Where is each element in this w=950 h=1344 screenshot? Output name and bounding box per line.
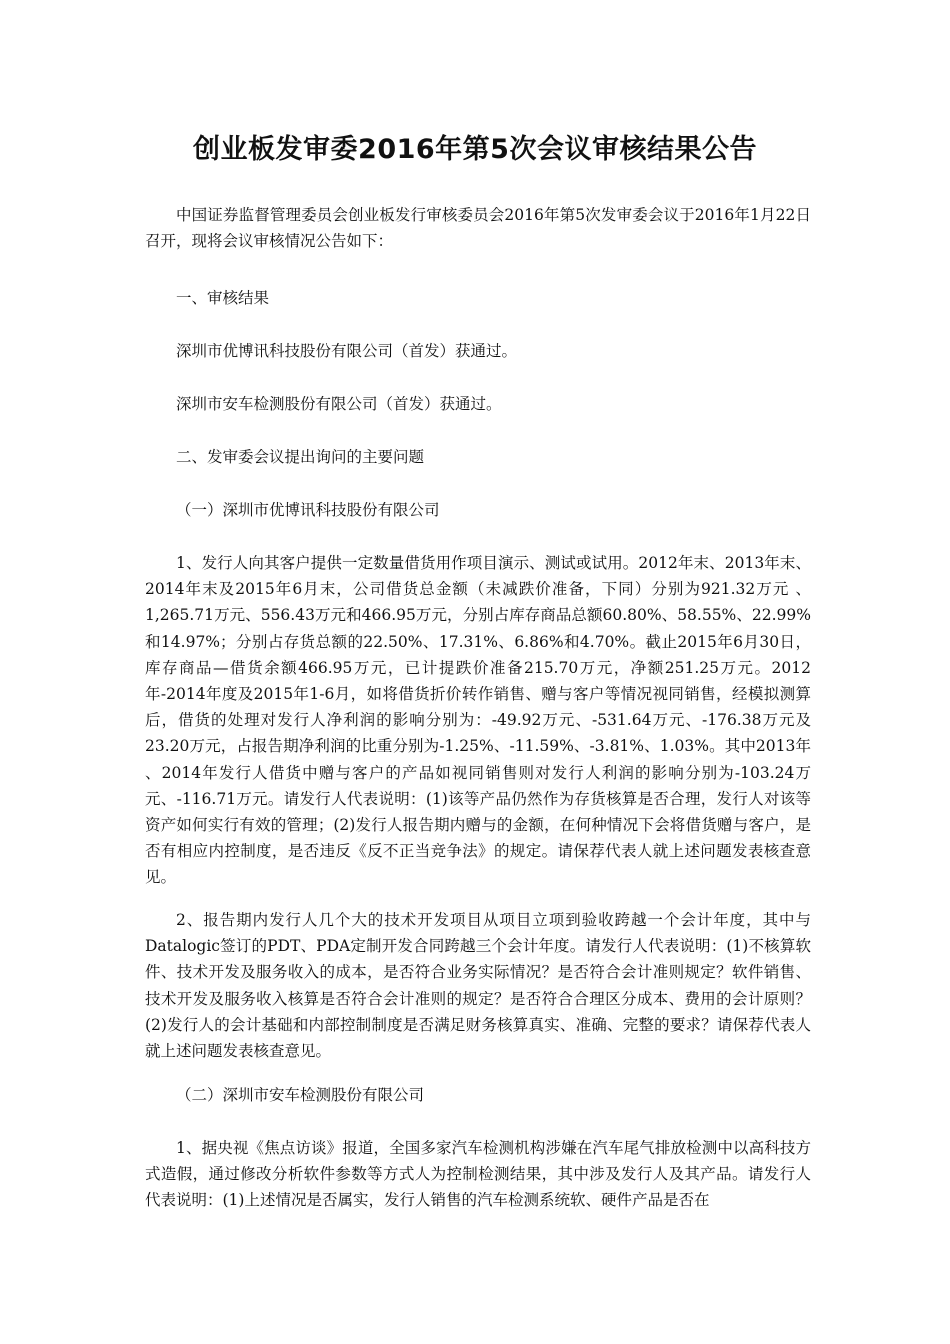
result-item: 深圳市优博讯科技股份有限公司（首发）获通过。 [176,342,518,360]
intro-paragraph: 中国证券监督管理委员会创业板发行审核委员会2016年第5次发审委会议于2016年1月22日召开，现将会议审核情况公告如下： [145,206,811,251]
question-paragraph: 1、据央视《焦点访谈》报道，全国多家汽车检测机构涉嫌在汽车尾气排放检测中以高科技方式造假，通过修改分析软件参数等方式人为控制检测结果，其中涉及发行人及其产品。请发行人代表说明：(1)上述情况是否属实，发行人销售的汽车检测系统软、硬件产品是否在 [145,1139,811,1210]
section-heading-review-results: 一、审核结果 [176,289,270,307]
document-title: 创业板发审委2016年第5次会议审核结果公告 [193,134,757,165]
section-heading-main-questions: 二、发审委会议提出询问的主要问题 [176,448,425,466]
result-item: 深圳市安车检测股份有限公司（首发）获通过。 [176,395,502,413]
company-heading: （二）深圳市安车检测股份有限公司 [176,1086,425,1104]
question-paragraph: 2、报告期内发行人几个大的技术开发项目从项目立项到验收跨越一个会计年度，其中与Datalogic签订的PDT、PDA定制开发合同跨越三个会计年度。请发行人代表说明：(1)不核算软件、技术开发及服务收入的成本，是否符合业务实际情况？是否符合会计准则规定？软件销售、技术开发及服务收入核算是否符合会计准则的规定？是否符合合理区分成本、费用的会计原则？(2)发行人的会计基础和内部控制制度是否满足财务核算真实、准确、完整的要求？请保荐代表人就上述问题发表核查意见。 [145,911,811,1061]
question-paragraph: 1、发行人向其客户提供一定数量借货用作项目演示、测试或试用。2012年末、2013年末、2014年末及2015年6月末，公司借货总金额（未减跌价准备，下同）分别为921.32万元 、1,265.71万元、556.43万元和466.95万元，分别占库存商品总额60.80%、58.55%、22.99%和14.97%；分别占存货总额的22.50%、17.31%、6.86%和4.70%。截止2015年6月30日，库存商品—借货余额466.95万元，已计提跌价准备215.70万元，净额251.25万元。2012年-2014年度及2015年1-6月，如将借货折价转作销售、赠与客户等情况视同销售，经模拟测算后，借货的处理对发行人净利润的影响分别为：-49.92万元、-531.64万元、-176.38万元及23.20万元，占报告期净利润的比重分别为-1.25%、-11.59%、-3.81%、1.03%。其中2013年 、2014年发行人借货中赠与客户的产品如视同销售则对发行人利润的影响分别为-103.24万元、-116.71万元。请发行人代表说明：(1)该等产品仍然作为存货核算是否合理，发行人对该等资产如何实行有效的管理；(2)发行人报告期内赠与的金额，在何种情况下会将借货赠与客户，是否有相应内控制度，是否违反《反不正当竞争法》的规定。请保荐代表人就上述问题发表核查意见。 [145,554,811,887]
company-heading: （一）深圳市优博讯科技股份有限公司 [176,501,440,519]
